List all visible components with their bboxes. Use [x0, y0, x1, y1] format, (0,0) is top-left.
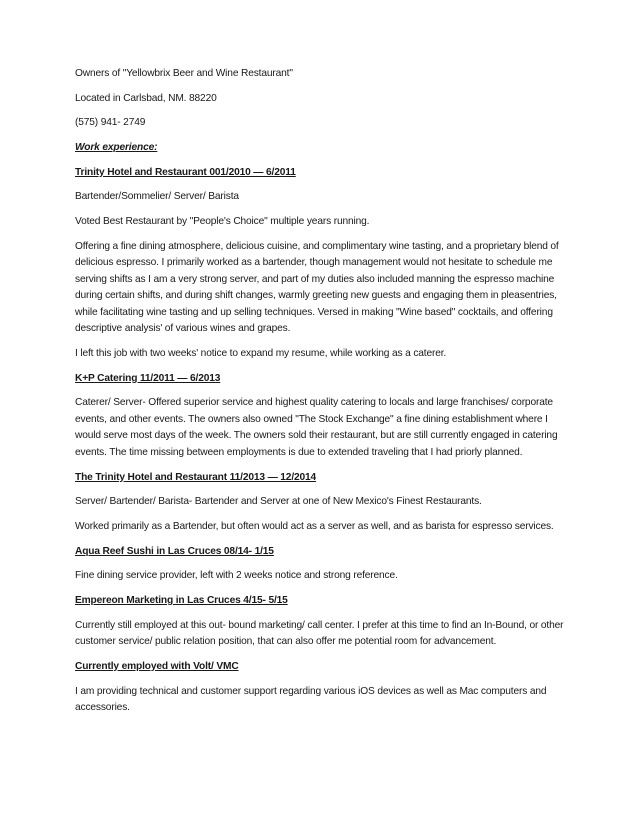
job-paragraph: I am providing technical and customer support regarding various iOS devices as well as Mac computers and accessories. — [75, 685, 547, 714]
job-paragraph: Caterer/ Server- Offered superior service and highest quality catering to locals and large franchises/ corporate events, and other events. The owners also owned "The Stock Exchange" a fine dining establishment where I would serve most days of the week. The owners sold their restaurant, but are still currently engaged in catering events. The time missing between employments is due to extended traveling that I had priorly planned. — [75, 397, 558, 458]
job-paragraph: Worked primarily as a Bartender, but often would act as a server as well, and as barista for espresso services. — [75, 520, 554, 532]
job-heading-trinity-2010: Trinity Hotel and Restaurant 001/2010 — 6/2011 — [75, 166, 296, 178]
work-experience-title: Work experience: — [75, 142, 158, 154]
job-paragraph: I left this job with two weeks' notice to expand my resume, while working as a caterer. — [75, 348, 447, 359]
job-paragraph: Currently still employed at this out- bound marketing/ call center. I prefer at this time to find an In-Bound, or other customer service/ public relation position, that can also offer me potential room for advancement. — [75, 619, 564, 648]
phone-line: (575) 941- 2749 — [75, 117, 146, 129]
location-line: Located in Carlsbad, NM. 88220 — [75, 92, 217, 104]
job-heading-empereon: Empereon Marketing in Las Cruces 4/15- 5/15 — [75, 595, 288, 606]
job-paragraph: Bartender/Sommelier/ Server/ Barista — [75, 191, 239, 203]
job-paragraph: Offering a fine dining atmosphere, delicious cuisine, and complimentary wine tasting, and a proprietary blend of delicious espresso. I primarily worked as a bartender, though management would not hesitate to schedule me serving shifts as I am a very strong server, and part of my duties also included manning the espresso machine during certain shifts, and during shift changes, warmly greeting new guests and engaging them in pleasentries, while facilitating wine tasting and up selling techniques. Versed in making "Wine based" cocktails, and offering descriptive analysis' of various wines and grapes. — [75, 240, 559, 335]
job-paragraph: Server/ Bartender/ Barista- Bartender and Server at one of New Mexico's Finest Restaurants. — [75, 496, 482, 508]
job-heading-aqua-reef: Aqua Reef Sushi in Las Cruces 08/14- 1/15 — [75, 545, 274, 557]
job-heading-kp-catering: K+P Catering 11/2011 — 6/2013 — [75, 372, 221, 384]
resume-page — [75, 66, 565, 725]
job-heading-trinity-2013: The Trinity Hotel and Restaurant 11/2013 — 12/2014 — [75, 471, 317, 483]
job-paragraph: Voted Best Restaurant by "People's Choice" multiple years running. — [75, 216, 370, 228]
job-heading-volt-vmc: Currently employed with Volt/ VMC — [75, 660, 239, 672]
owners-line: Owners of "Yellowbrix Beer and Wine Restaurant" — [75, 68, 293, 79]
job-paragraph: Fine dining service provider, left with 2 weeks notice and strong reference. — [75, 570, 398, 582]
